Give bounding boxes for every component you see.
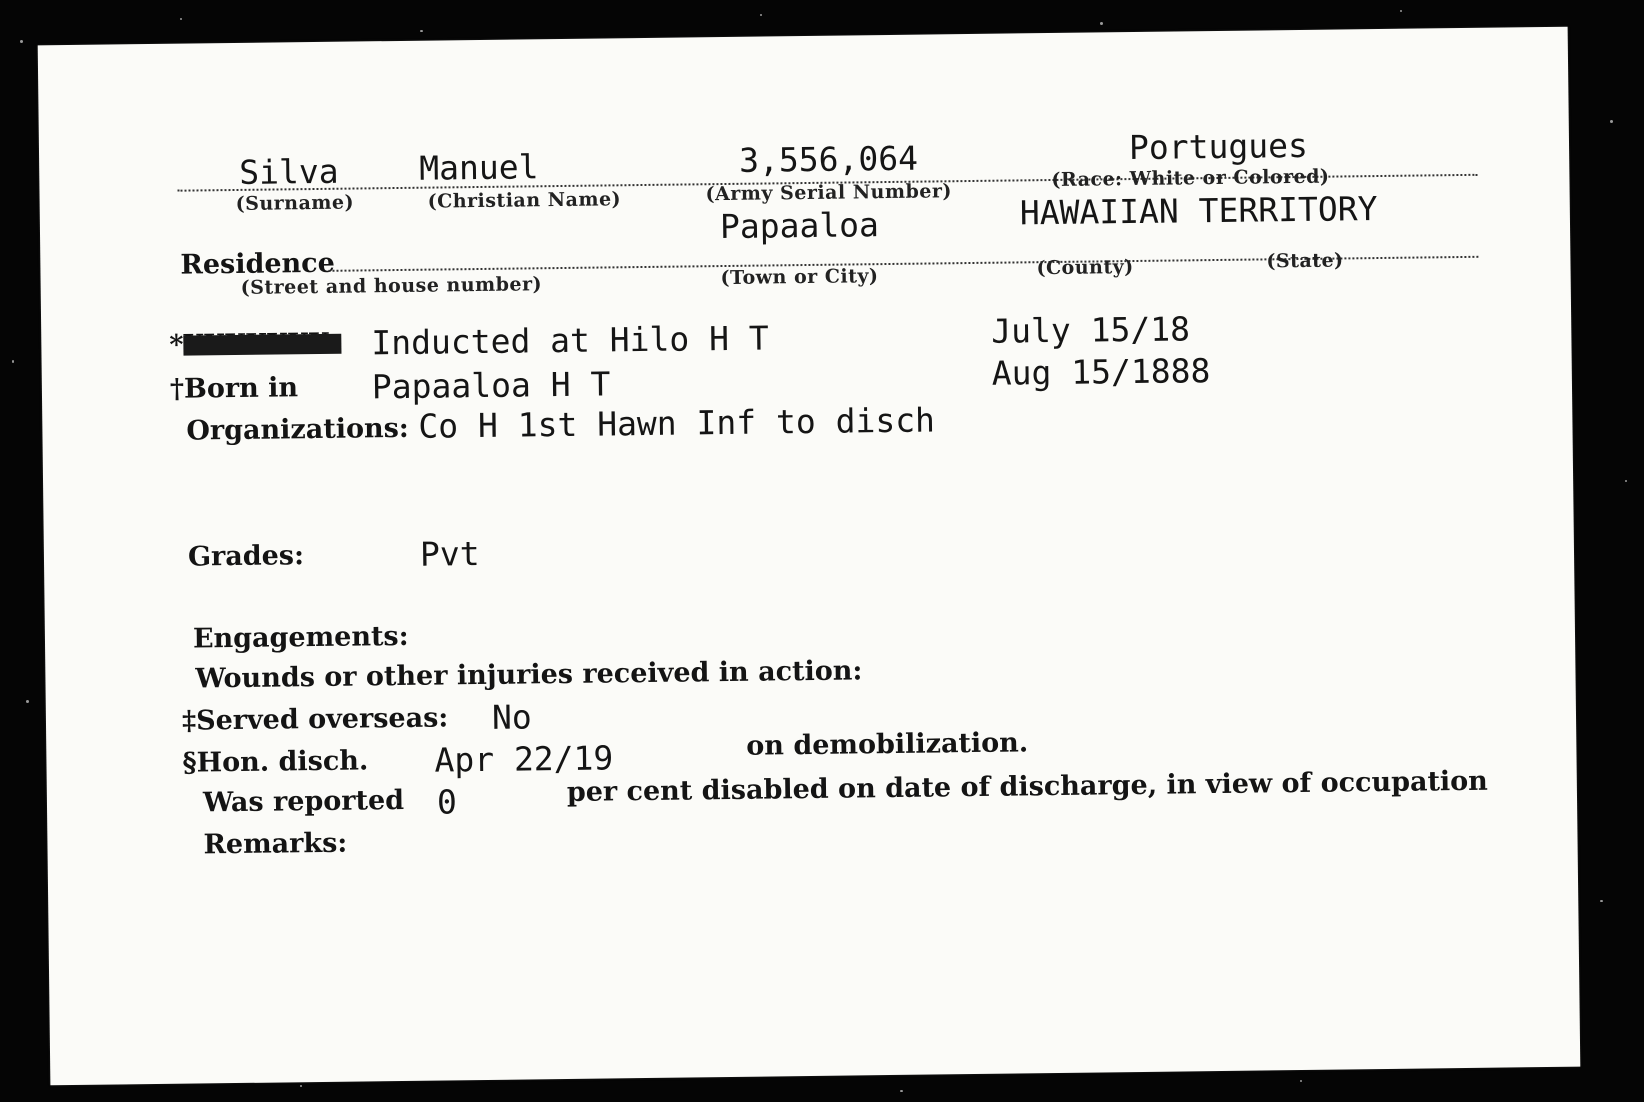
grades-value: Pvt bbox=[419, 534, 480, 574]
engagements-label: Engagements: bbox=[192, 620, 409, 655]
town-caption: (Town or City) bbox=[720, 265, 879, 290]
disch-date: Apr 22/19 bbox=[434, 738, 614, 780]
born-date: Aug 15/1888 bbox=[991, 351, 1211, 393]
born-label: †Born in bbox=[169, 372, 299, 405]
race-value: Portugues bbox=[1128, 125, 1309, 168]
race-caption: (Race: White or Colored) bbox=[1051, 165, 1330, 192]
wounds-label: Wounds or other injuries received in action: bbox=[195, 655, 863, 695]
surname-value: Silva bbox=[239, 151, 339, 192]
overseas-label: ‡Served overseas: bbox=[181, 702, 449, 737]
christian-name-caption: (Christian Name) bbox=[427, 188, 622, 213]
grades-label: Grades: bbox=[187, 540, 305, 573]
record-card bbox=[38, 27, 1581, 1086]
reported-suffix: per cent disabled on date of discharge, in view of occupation bbox=[566, 765, 1489, 808]
state-caption: (State) bbox=[1266, 249, 1344, 273]
strikeout-mark bbox=[183, 334, 341, 356]
inducted-text: Inducted at Hilo H T bbox=[371, 318, 769, 363]
disch-label: §Hon. disch. bbox=[182, 745, 369, 779]
serial-number-caption: (Army Serial Number) bbox=[705, 180, 953, 206]
remarks-label: Remarks: bbox=[203, 827, 348, 861]
organizations-label: Organizations: bbox=[186, 412, 409, 447]
overseas-value: No bbox=[491, 697, 532, 737]
reported-value: 0 bbox=[436, 782, 458, 822]
inducted-date: July 15/18 bbox=[991, 309, 1191, 351]
reported-label: Was reported bbox=[202, 784, 405, 819]
street-caption: (Street and house number) bbox=[240, 273, 543, 299]
organizations-value: Co H 1st Hawn Inf to disch bbox=[418, 400, 936, 446]
serial-number-value: 3,556,064 bbox=[738, 138, 919, 180]
residence-label: Residence bbox=[180, 247, 335, 281]
town-value: Papaaloa bbox=[719, 205, 880, 247]
county-caption: (County) bbox=[1036, 256, 1134, 280]
enlisted-symbol: * bbox=[169, 329, 184, 361]
born-place: Papaaloa H T bbox=[371, 364, 611, 407]
disch-suffix: on demobilization. bbox=[746, 727, 1029, 762]
surname-caption: (Surname) bbox=[235, 191, 355, 215]
christian-name-value: Manuel bbox=[418, 147, 539, 188]
state-value: HAWAIIAN TERRITORY bbox=[1019, 189, 1378, 233]
